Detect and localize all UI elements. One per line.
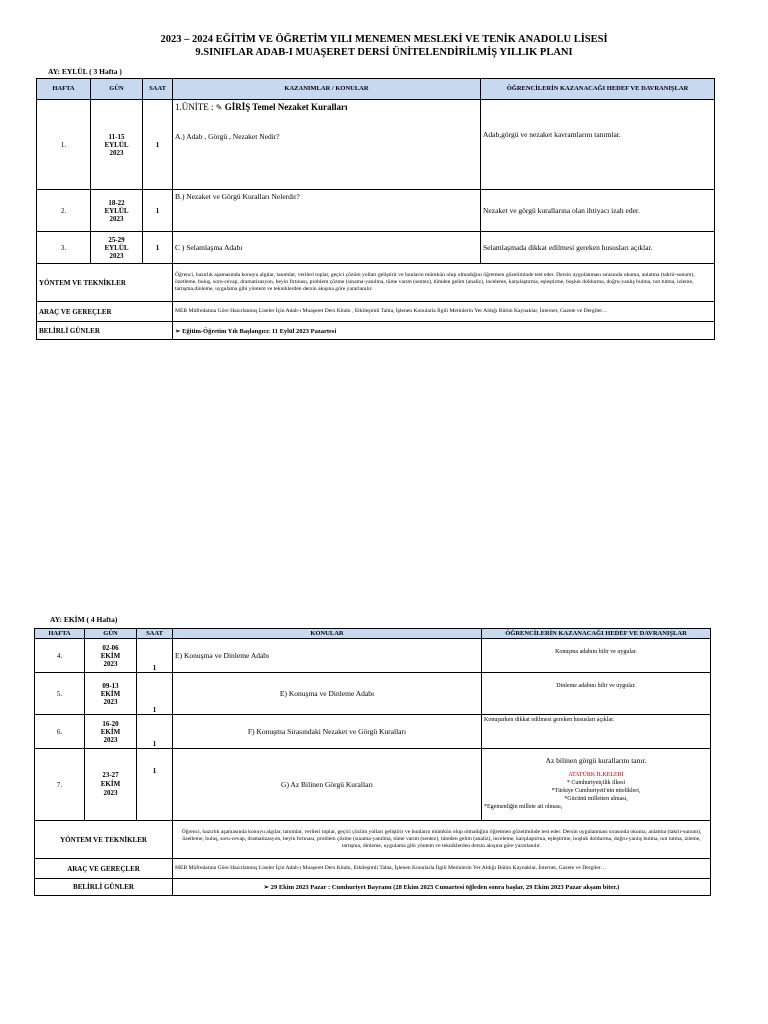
goal-cell: Selamlaşmada dikkat edilmesi gereken hususları açıklar. [481,232,715,264]
day-range: 23-27 [102,771,119,779]
week-cell: 4. [35,639,85,673]
plan-table-eylul [36,78,715,340]
ataturk-line: *Türkiye Cumhuriyeti'nin nitelikleri, [551,788,641,794]
pencil-icon: ✎ [215,103,223,112]
day-cell [91,100,143,190]
days-value: Eğitim-Öğretim Yılı Başlangıcı: 11 Eylül 2023 Pazartesi [182,327,337,335]
header-hedef: ÖĞRENCİLERİN KAZANACAĞI HEDEF VE DAVRANIŞLAR [481,79,715,100]
days-row [37,322,715,340]
ataturk-title: ATATÜRK İLKELERİ [568,772,624,778]
day-year: 2023 [103,735,118,744]
days-row [35,879,711,896]
header-konular: KONULAR [173,629,482,639]
day-cell [91,232,143,264]
methods-label: YÖNTEM VE TEKNİKLER [37,264,173,302]
hour-cell: 1 [143,190,173,232]
hour-cell: 1 [137,715,173,749]
hour-cell: 1 [137,749,173,821]
goal-cell [482,749,711,821]
week-cell: 6. [35,715,85,749]
goal-text: Az bilinen görgü kurallarını tanır. [545,756,647,765]
hour-cell: 1 [143,100,173,190]
unit-heading [175,102,478,112]
table-header-row [37,79,715,100]
table-row [37,232,715,264]
header-konular: KAZANIMLAR / KONULAR [173,79,481,100]
day-year: 2023 [109,148,124,157]
header-hafta: HAFTA [37,79,91,100]
days-text [173,322,715,340]
days-text [173,879,711,896]
header-saat: SAAT [143,79,173,100]
table-row [35,639,711,673]
topic-cell [173,100,481,190]
day-year: 2023 [103,697,118,706]
hour-cell: 1 [137,639,173,673]
topic-cell: G) Az Bilinen Görgü Kuralları [173,749,482,821]
header-saat: SAAT [137,629,173,639]
goal-cell: Nezaket ve görgü kurallarına olan ihtiyacı izah eder. [481,190,715,232]
day-year: 2023 [109,214,124,223]
ataturk-line: *Gücünü milletten alması, [564,796,628,802]
day-cell [85,715,137,749]
days-label: BELİRLİ GÜNLER [35,879,173,896]
unit-prefix: 1.ÜNİTE : [175,102,216,112]
day-month: EKİM [100,651,121,660]
unit-title: GİRİŞ Temel Nezaket Kuralları [224,102,348,112]
day-range: 09-13 [102,681,119,690]
plan-table-ekim [34,628,711,896]
methods-text: Öğrenci, hazırlık aşamasında konuyu algılar, tanımlar, verileri toplar, geçici çözüm yolları geliştirir ve bunların mümkün olup olmadığını öğretmen gözetiminde test eder. Dersin uygulanması sırasında okuma, anlatma (takrir-sunum), özetleme, buluş, soru-cevap, dramatizasyon, beyin fırtınası, problem çözme (sınama-yanılma, tüme varım (sentez), tümden gelim (analiz), inceleme, karşılaştırma, eşleştirme, boşluk doldurma, doğru-yanlış bulma, not tutma, izleme, tartışma, dinleme, uygulama gibi yöntem ve tekniklerden dersin akışına göre yararlanılır. [173,821,711,859]
day-month: EYLÜL [104,140,129,149]
month-label-ekim: AY: EKİM ( 4 Hafta) [50,615,118,624]
day-range: 02-06 [102,643,119,652]
header-gun: GÜN [91,79,143,100]
tools-text: MEB Müfredatına Göre Hazırlanmış Liseler İçin Adab-ı Muaşeret Ders Kitabı , Etkileşimli Tahta, İşlenen Konularla İlgili Metinlerin Yer Aldığı Bütün Kaynaklar, İnternet, Gazete ve Dergiler… [173,302,715,322]
week-cell: 7. [35,749,85,821]
hour-cell: 1 [143,232,173,264]
topic-cell: F) Konuşma Sırasındaki Nezaket ve Görgü Kuralları [173,715,482,749]
hour-cell: 1 [137,673,173,715]
header-hedef: ÖĞRENCİLERİN KAZANACAĞI HEDEF VE DAVRANIŞLAR [482,629,711,639]
arrow-bullet-icon: ➢ [175,327,181,335]
methods-text: Öğrenci, hazırlık aşamasında konuyu algılar, tanımlar, verileri toplar, geçici çözüm yolları geliştirir ve bunların mümkün olup olmadığını öğretmen gözetiminde test eder. Dersin uygulanması sırasında okuma, anlatma (takrir-sunum), özetleme, buluş, soru-cevap, dramatizasyon, beyin fırtınası, problem çözme (sınama-yanılma, tüme varım (sentez), tümden gelim (analiz), inceleme, karşılaştırma, eşleştirme, boşluk doldurma, doğru-yanlış bulma, not tutma, izleme, tartışma,dinleme, uygulama gibi yöntem ve tekniklerden dersin akışına göre yararlanılır. [173,264,715,302]
day-range: 18-22 [108,198,125,207]
month-label-eylul: AY: EYLÜL ( 3 Hafta ) [48,67,122,76]
goal-cell: Dinleme adabını bilir ve uygular. [482,673,711,715]
document-title-line1: 2023 – 2024 EĞİTİM VE ÖĞRETİM YILI MENEMEN MESLEKİ VE TENİK ANADOLU LİSESİ [160,34,608,45]
topic-text: A.) Adab , Görgü , Nezaket Nedir? [175,132,280,141]
day-month: EKİM [100,727,121,736]
topic-cell: C ) Selamlaşma Adabı [173,232,481,264]
methods-row [35,821,711,859]
topic-cell: E) Konuşma ve Dinleme Adabı [173,639,482,673]
tools-label: ARAÇ VE GEREÇLER [37,302,173,322]
table-header-row [35,629,711,639]
day-range: 25-29 [108,235,125,244]
arrow-bullet-icon: ➢ [263,884,270,891]
day-month: EYLÜL [104,243,129,252]
goal-cell: Adab,görgü ve nezaket kavramlarını tanımlar. [481,100,715,190]
week-cell: 1. [37,100,91,190]
day-cell [85,673,137,715]
day-month: EKİM [100,689,121,698]
day-year: 2023 [109,251,124,260]
days-value: 29 Ekim 2023 Pazar : Cumhuriyet Bayramı (28 Ekim 2023 Cumartesi öğleden sonra başlar, 29 Ekim 2023 Pazar akşam biter.) [270,884,620,891]
table-row [35,749,711,821]
topic-cell: E) Konuşma ve Dinleme Adabı [173,673,482,715]
table-row [35,715,711,749]
tools-text: MEB Müfredatına Göre Hazırlanmış Liseler İçin Adab-ı Muaşeret Ders Kitabı, Etkileşimli Tahta, İşlenen Konularla İlgili Metinlerin Yer Aldığı Bütün Kaynaklar, İnternet, Gazete ve Dergiler… [173,859,711,879]
day-cell [85,639,137,673]
tools-label: ARAÇ VE GEREÇLER [35,859,173,879]
day-cell [85,749,137,821]
day-month: EYLÜL [104,206,129,215]
goal-cell: Konuşma adabını bilir ve uygular. [482,639,711,673]
topic-cell: B.) Nezaket ve Görgü Kuralları Nelerdir? [173,190,481,232]
methods-label: YÖNTEM VE TEKNİKLER [35,821,173,859]
days-label: BELİRLİ GÜNLER [37,322,173,340]
document-title-line2: 9.SINIFLAR ADAB-I MUAŞERET DERSİ ÜNİTELENDİRİLMİŞ YILLIK PLANI [195,47,573,58]
day-year: 2023 [103,789,118,797]
day-cell [91,190,143,232]
week-cell: 3. [37,232,91,264]
day-range: 16-20 [102,719,119,728]
tools-row [35,859,711,879]
week-cell: 5. [35,673,85,715]
goal-cell: Konuşurken dikkat edilmesi gereken hususları açıklar. [482,715,711,749]
tools-row [37,302,715,322]
header-hafta: HAFTA [35,629,85,639]
week-cell: 2. [37,190,91,232]
ataturk-line: * Cumhuriyetçilik ilkesi [566,780,626,786]
day-range: 11-15 [108,132,125,141]
table-row [37,100,715,190]
methods-row [37,264,715,302]
day-month: EKİM [100,780,121,788]
table-row [35,673,711,715]
day-year: 2023 [103,659,118,668]
header-gun: GÜN [85,629,137,639]
ataturk-line: *Egemenliğin millete ait olması, [484,804,563,810]
table-row [37,190,715,232]
